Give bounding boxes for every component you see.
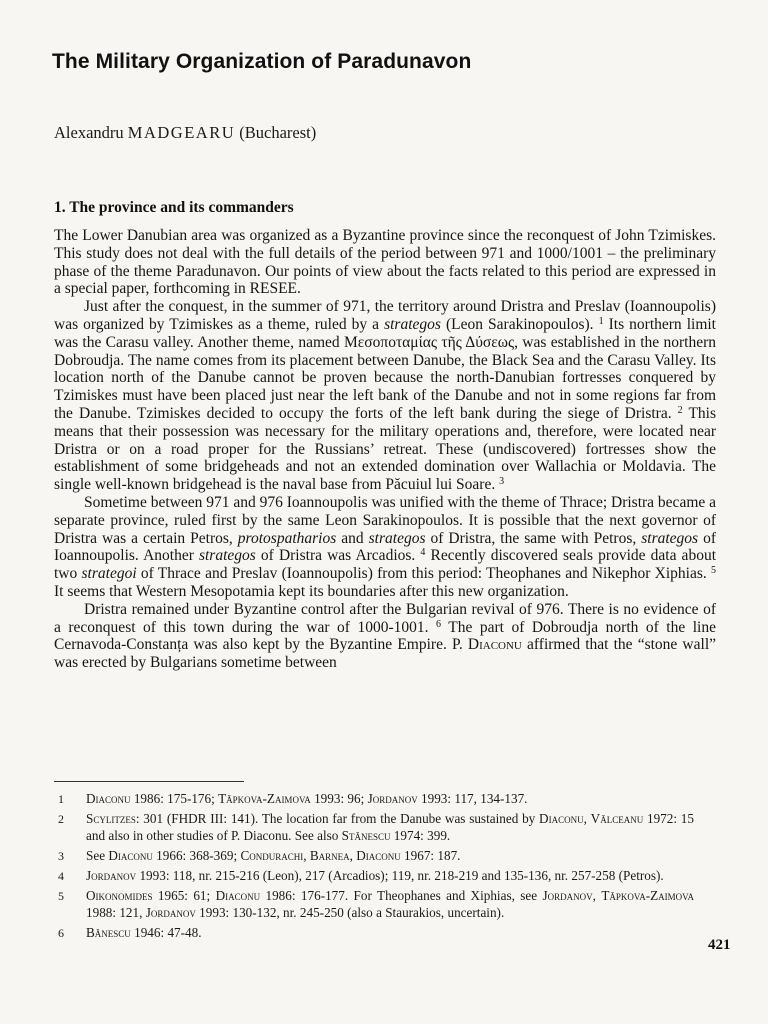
text-run: : 301 (FHDR III: 141). The location far from the Danube was sustained by xyxy=(135,811,540,827)
footnote-divider xyxy=(54,781,244,782)
section-heading: 1. The province and its commanders xyxy=(54,199,294,216)
text-run: of Thrace and Preslav (Ioannoupolis) from this period: Theophanes and Nikephor Xiphias. xyxy=(136,565,711,583)
text-run: Its northern limit was the Carasu valley. Another theme, named Μεσοποταμίας τῆς Δύσεως, was established in the northern Dobroudja. The name comes from its placement between Danube, the Black Sea and the Carasu Valley. Its location north of the Danube cannot be proven because the north-Danubian fortresses conquered by Tzimiskes must have been placed just near the left bank of the Danube and not in some regions far from the Danube. Tzimiskes decided to occupy the forts of the left bank during the siege of Dristra. xyxy=(54,315,716,422)
author-citation: Diaconu xyxy=(356,847,401,863)
text-run: Sometime between 971 and 976 Ioannoupolis was unified with the theme of Thrace; Dristra became a separate province, ruled first by the same Leon Sarakinopoulos. It is possible that the next governor of Dristra was a certain Petros, xyxy=(54,493,717,547)
text-run: 1993: 130-132, nr. 245-250 (also a Staurakios, uncertain). xyxy=(195,904,505,920)
author-citation: Condurachi xyxy=(240,847,304,863)
author-citation: Diaconu xyxy=(467,636,522,654)
author-last-name: MADGEARU xyxy=(127,123,236,142)
text-run: of Ioannoupolis. Another xyxy=(54,529,716,565)
text-run: (Leon Sarakinopoulos). xyxy=(440,315,599,333)
body-paragraph xyxy=(54,601,716,672)
text-run: , xyxy=(583,811,591,827)
footnote-reference[interactable]: 4 xyxy=(420,547,426,559)
text-run: The part of Dobroudja north of the line Cernavoda-Constanța was also kept by the Byzantine Empire. P. xyxy=(54,618,716,654)
author-citation: Stănescu xyxy=(341,827,391,843)
footnote-number: 5 xyxy=(58,888,64,903)
author-first-name: Alexandru xyxy=(54,123,124,142)
italic-term: strategos xyxy=(198,547,256,565)
italic-term: strategos xyxy=(384,315,441,333)
text-run: , xyxy=(592,887,602,903)
text-run: of Dristra was Arcadios. xyxy=(255,547,421,565)
footnote-number: 2 xyxy=(58,812,64,827)
author-citation: Bănescu xyxy=(86,924,131,940)
page-number: 421 xyxy=(708,937,731,953)
author-citation: Tăpkova-Zaimova xyxy=(601,887,694,903)
footnote-number: 3 xyxy=(58,848,64,863)
text-run: 1965: 61; xyxy=(152,887,216,903)
text-run: 1972: 15 and also in other studies of P. Diaconu. See also xyxy=(86,811,694,843)
author-citation: Oikonomides xyxy=(86,887,153,903)
footnote-reference[interactable]: 6 xyxy=(436,618,441,630)
author-citation: Diaconu xyxy=(108,847,153,863)
text-run: 1974: 399. xyxy=(390,827,451,843)
author-citation: Diaconu xyxy=(215,887,261,903)
body-paragraph xyxy=(54,298,716,494)
footnote xyxy=(54,925,694,942)
author-citation: Scylitzes xyxy=(86,811,136,827)
author-citation: Jordanov xyxy=(145,904,196,920)
body-paragraph xyxy=(54,494,716,601)
footnote-number: 1 xyxy=(58,792,64,806)
text-run: 1988: 121, xyxy=(86,904,146,920)
footnote-number: 6 xyxy=(58,925,64,940)
text-run: 1993: 117, 134-137. xyxy=(417,791,528,806)
text-run: 1946: 47-48. xyxy=(130,924,202,940)
text-run: 1966: 368-369; xyxy=(152,847,241,863)
footnote-reference[interactable]: 1 xyxy=(598,315,604,327)
text-run: , xyxy=(349,847,357,863)
text-run: 1967: 187. xyxy=(400,847,461,863)
author-citation: Barnea xyxy=(309,847,350,863)
italic-term: strategoi xyxy=(81,565,137,583)
author-citation: Diaconu xyxy=(86,791,131,806)
text-run: affirmed that the “stone wall” was erected by Bulgarians sometime between xyxy=(54,636,717,672)
italic-term: strategos xyxy=(641,529,699,547)
text-run: Recently discovered seals provide data about two xyxy=(54,547,716,583)
italic-term: protospatharios xyxy=(237,529,337,547)
text-run: Just after the conquest, in the summer of 971, the territory around Dristra and Preslav (Ioannoupolis) was organized by Tzimiskes as a theme, ruled by a xyxy=(54,298,716,333)
text-run: 1993: 96; xyxy=(310,791,368,806)
footnote xyxy=(54,791,694,808)
body-text xyxy=(54,227,716,672)
footnote-reference[interactable]: 3 xyxy=(499,476,505,488)
author-line xyxy=(54,123,316,143)
author-citation: Jordanov xyxy=(367,791,418,806)
footnotes xyxy=(54,791,694,945)
text-run: 1986: 175-176; xyxy=(130,791,219,806)
author-affiliation: (Bucharest) xyxy=(239,123,317,142)
text-run: Dristra remained under Byzantine control after the Bulgarian revival of 976. There is no evidence of a reconquest of this town during the war of 1000-1001. xyxy=(54,600,716,636)
text-run: , xyxy=(303,847,310,863)
footnote-reference[interactable]: 2 xyxy=(677,404,683,416)
author-citation: Vălceanu xyxy=(590,811,644,827)
text-run: It seems that Western Mesopotamia kept its boundaries after this new organization. xyxy=(54,582,569,600)
author-citation: Diaconu xyxy=(539,811,584,827)
footnote xyxy=(54,888,694,921)
author-citation: Tăpkova-Zaimova xyxy=(218,791,311,806)
text-run: 1993: 118, nr. 215-216 (Leon), 217 (Arcadios); 119, nr. 218-219 and 135-136, nr. 257-258 (Petros). xyxy=(136,867,664,883)
text-run: This means that their possession was necessary for the military operations and, therefore, were located near Dristra or on a road proper for the Russians’ retreat. These (undiscovered) fortresses show the establishment of some bridgeheads and not an extended domination over Wallachia or Moldavia. The single well-known bridgehead is the naval base from Păcuiul lui Soare. xyxy=(54,404,716,494)
text-run: of Dristra, the same with Petros, xyxy=(425,529,642,547)
footnote xyxy=(54,868,694,885)
italic-term: strategos xyxy=(368,529,426,547)
footnote xyxy=(54,811,694,844)
body-paragraph xyxy=(54,227,716,298)
text-run: The Lower Danubian area was organized as a Byzantine province since the reconquest of John Tzimiskes. This study does not deal with the full details of the period between 971 and 1000/1001 – the preliminary phase of the theme Paradunavon. Our points of view about the facts related to this period are expressed in a special paper, forthcoming in RESEE. xyxy=(54,227,716,298)
footnote xyxy=(54,848,694,865)
author-citation: Jordanov xyxy=(86,867,137,883)
text-run: and xyxy=(336,529,369,547)
text-run: See xyxy=(86,847,109,863)
article-title: The Military Organization of Paradunavon xyxy=(52,50,472,73)
author-citation: Jordanov xyxy=(542,887,593,903)
footnote-reference[interactable]: 5 xyxy=(711,565,716,577)
text-run: 1986: 176-177. For Theophanes and Xiphias, see xyxy=(260,887,543,903)
footnote-number: 4 xyxy=(58,868,64,883)
